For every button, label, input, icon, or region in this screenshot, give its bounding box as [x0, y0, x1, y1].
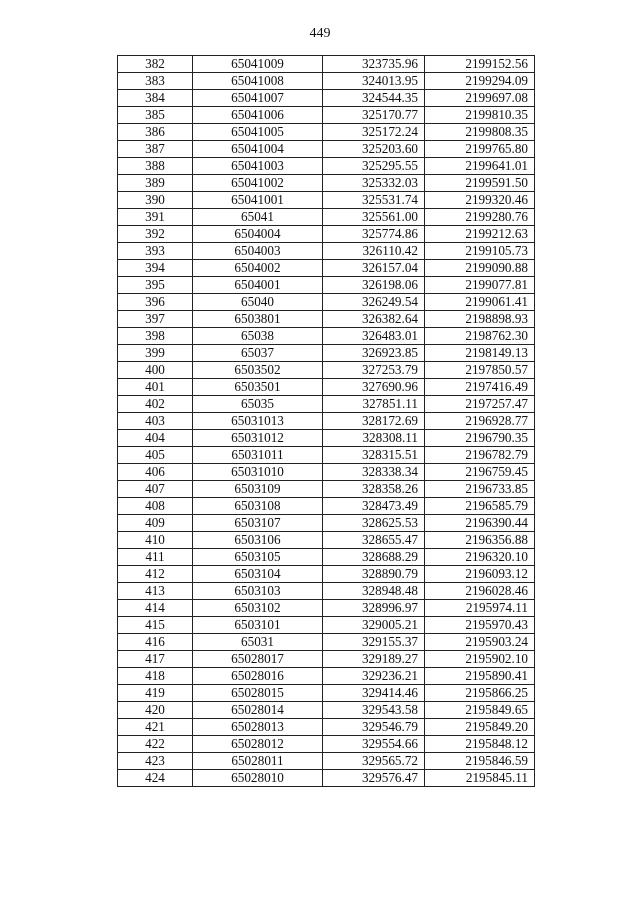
y-coordinate-cell: 2199280.76 — [425, 209, 535, 226]
point-id-cell: 6503107 — [193, 515, 323, 532]
y-coordinate-cell: 2199105.73 — [425, 243, 535, 260]
y-coordinate-cell: 2195845.11 — [425, 770, 535, 787]
table-row — [118, 90, 535, 107]
table-row — [118, 770, 535, 787]
row-number-cell: 382 — [118, 56, 193, 73]
x-coordinate-cell: 326382.64 — [323, 311, 425, 328]
x-coordinate-cell: 328890.79 — [323, 566, 425, 583]
point-id-cell: 6503501 — [193, 379, 323, 396]
x-coordinate-cell: 329005.21 — [323, 617, 425, 634]
row-number-cell: 403 — [118, 413, 193, 430]
y-coordinate-cell: 2195848.12 — [425, 736, 535, 753]
point-id-cell: 65028015 — [193, 685, 323, 702]
y-coordinate-cell: 2199808.35 — [425, 124, 535, 141]
y-coordinate-cell: 2196390.44 — [425, 515, 535, 532]
row-number-cell: 414 — [118, 600, 193, 617]
x-coordinate-cell: 329576.47 — [323, 770, 425, 787]
x-coordinate-cell: 328338.34 — [323, 464, 425, 481]
x-coordinate-cell: 328625.53 — [323, 515, 425, 532]
y-coordinate-cell: 2199320.46 — [425, 192, 535, 209]
y-coordinate-cell: 2195903.24 — [425, 634, 535, 651]
y-coordinate-cell: 2197416.49 — [425, 379, 535, 396]
x-coordinate-cell: 328996.97 — [323, 600, 425, 617]
x-coordinate-cell: 329155.37 — [323, 634, 425, 651]
x-coordinate-cell: 326249.54 — [323, 294, 425, 311]
row-number-cell: 385 — [118, 107, 193, 124]
row-number-cell: 422 — [118, 736, 193, 753]
point-id-cell: 6504003 — [193, 243, 323, 260]
table-row — [118, 753, 535, 770]
table-row — [118, 702, 535, 719]
point-id-cell: 65041003 — [193, 158, 323, 175]
x-coordinate-cell: 325203.60 — [323, 141, 425, 158]
x-coordinate-cell: 328315.51 — [323, 447, 425, 464]
table-row — [118, 56, 535, 73]
x-coordinate-cell: 328172.69 — [323, 413, 425, 430]
row-number-cell: 404 — [118, 430, 193, 447]
y-coordinate-cell: 2197850.57 — [425, 362, 535, 379]
x-coordinate-cell: 328688.29 — [323, 549, 425, 566]
table-row — [118, 345, 535, 362]
x-coordinate-cell: 329236.21 — [323, 668, 425, 685]
table-row — [118, 294, 535, 311]
row-number-cell: 419 — [118, 685, 193, 702]
row-number-cell: 408 — [118, 498, 193, 515]
x-coordinate-cell: 325295.55 — [323, 158, 425, 175]
row-number-cell: 402 — [118, 396, 193, 413]
point-id-cell: 65028010 — [193, 770, 323, 787]
point-id-cell: 65041 — [193, 209, 323, 226]
row-number-cell: 396 — [118, 294, 193, 311]
table-row — [118, 583, 535, 600]
page-number: 449 — [309, 26, 331, 41]
point-id-cell: 6504001 — [193, 277, 323, 294]
y-coordinate-cell: 2196759.45 — [425, 464, 535, 481]
y-coordinate-cell: 2199810.35 — [425, 107, 535, 124]
x-coordinate-cell: 325561.00 — [323, 209, 425, 226]
x-coordinate-cell: 326483.01 — [323, 328, 425, 345]
y-coordinate-cell: 2195890.41 — [425, 668, 535, 685]
row-number-cell: 423 — [118, 753, 193, 770]
y-coordinate-cell: 2195902.10 — [425, 651, 535, 668]
point-id-cell: 6503109 — [193, 481, 323, 498]
y-coordinate-cell: 2196093.12 — [425, 566, 535, 583]
point-id-cell: 65028013 — [193, 719, 323, 736]
table-row — [118, 634, 535, 651]
point-id-cell: 65037 — [193, 345, 323, 362]
point-id-cell: 65041004 — [193, 141, 323, 158]
y-coordinate-cell: 2198898.93 — [425, 311, 535, 328]
row-number-cell: 413 — [118, 583, 193, 600]
row-number-cell: 386 — [118, 124, 193, 141]
table-row — [118, 464, 535, 481]
row-number-cell: 406 — [118, 464, 193, 481]
y-coordinate-cell: 2199697.08 — [425, 90, 535, 107]
y-coordinate-cell: 2195866.25 — [425, 685, 535, 702]
table-row — [118, 413, 535, 430]
point-id-cell: 65028017 — [193, 651, 323, 668]
row-number-cell: 398 — [118, 328, 193, 345]
row-number-cell: 388 — [118, 158, 193, 175]
row-number-cell: 383 — [118, 73, 193, 90]
point-id-cell: 6503105 — [193, 549, 323, 566]
row-number-cell: 407 — [118, 481, 193, 498]
y-coordinate-cell: 2196782.79 — [425, 447, 535, 464]
point-id-cell: 65041006 — [193, 107, 323, 124]
table-row — [118, 175, 535, 192]
table-row — [118, 396, 535, 413]
x-coordinate-cell: 329189.27 — [323, 651, 425, 668]
row-number-cell: 384 — [118, 90, 193, 107]
x-coordinate-cell: 328948.48 — [323, 583, 425, 600]
y-coordinate-cell: 2195849.20 — [425, 719, 535, 736]
x-coordinate-cell: 325531.74 — [323, 192, 425, 209]
point-id-cell: 65028012 — [193, 736, 323, 753]
x-coordinate-cell: 328473.49 — [323, 498, 425, 515]
row-number-cell: 394 — [118, 260, 193, 277]
table-row — [118, 226, 535, 243]
point-id-cell: 65041002 — [193, 175, 323, 192]
table-row — [118, 328, 535, 345]
table-row — [118, 600, 535, 617]
y-coordinate-cell: 2196320.10 — [425, 549, 535, 566]
row-number-cell: 415 — [118, 617, 193, 634]
y-coordinate-cell: 2199765.80 — [425, 141, 535, 158]
y-coordinate-cell: 2196028.46 — [425, 583, 535, 600]
point-id-cell: 6503102 — [193, 600, 323, 617]
y-coordinate-cell: 2199641.01 — [425, 158, 535, 175]
table-row — [118, 498, 535, 515]
x-coordinate-cell: 327253.79 — [323, 362, 425, 379]
table-row — [118, 651, 535, 668]
x-coordinate-cell: 329414.46 — [323, 685, 425, 702]
y-coordinate-cell: 2196790.35 — [425, 430, 535, 447]
table-row — [118, 311, 535, 328]
point-id-cell: 65041005 — [193, 124, 323, 141]
x-coordinate-cell: 329565.72 — [323, 753, 425, 770]
point-id-cell: 6503502 — [193, 362, 323, 379]
point-id-cell: 65031013 — [193, 413, 323, 430]
point-id-cell: 6503104 — [193, 566, 323, 583]
row-number-cell: 389 — [118, 175, 193, 192]
row-number-cell: 421 — [118, 719, 193, 736]
point-id-cell: 65031010 — [193, 464, 323, 481]
point-id-cell: 65041008 — [193, 73, 323, 90]
x-coordinate-cell: 328655.47 — [323, 532, 425, 549]
point-id-cell: 6503106 — [193, 532, 323, 549]
x-coordinate-cell: 325172.24 — [323, 124, 425, 141]
table-row — [118, 277, 535, 294]
table-row — [118, 719, 535, 736]
table-row — [118, 158, 535, 175]
point-id-cell: 6503101 — [193, 617, 323, 634]
x-coordinate-cell: 325170.77 — [323, 107, 425, 124]
table-row — [118, 447, 535, 464]
row-number-cell: 418 — [118, 668, 193, 685]
y-coordinate-cell: 2195849.65 — [425, 702, 535, 719]
table-row — [118, 566, 535, 583]
x-coordinate-cell: 325332.03 — [323, 175, 425, 192]
table-row — [118, 379, 535, 396]
x-coordinate-cell: 326923.85 — [323, 345, 425, 362]
point-id-cell: 65041001 — [193, 192, 323, 209]
table-row — [118, 617, 535, 634]
point-id-cell: 65031011 — [193, 447, 323, 464]
point-id-cell: 65031 — [193, 634, 323, 651]
table-row — [118, 668, 535, 685]
point-id-cell: 6504002 — [193, 260, 323, 277]
point-id-cell: 65041009 — [193, 56, 323, 73]
y-coordinate-cell: 2198149.13 — [425, 345, 535, 362]
x-coordinate-cell: 329543.58 — [323, 702, 425, 719]
y-coordinate-cell: 2199061.41 — [425, 294, 535, 311]
table-row — [118, 124, 535, 141]
table-row — [118, 192, 535, 209]
table-row — [118, 362, 535, 379]
row-number-cell: 391 — [118, 209, 193, 226]
table-row — [118, 73, 535, 90]
x-coordinate-cell: 328358.26 — [323, 481, 425, 498]
y-coordinate-cell: 2195970.43 — [425, 617, 535, 634]
y-coordinate-cell: 2199077.81 — [425, 277, 535, 294]
table-row — [118, 260, 535, 277]
x-coordinate-cell: 327690.96 — [323, 379, 425, 396]
row-number-cell: 424 — [118, 770, 193, 787]
row-number-cell: 412 — [118, 566, 193, 583]
y-coordinate-cell: 2196585.79 — [425, 498, 535, 515]
table-row — [118, 515, 535, 532]
y-coordinate-cell: 2199591.50 — [425, 175, 535, 192]
table-row — [118, 736, 535, 753]
point-id-cell: 65028011 — [193, 753, 323, 770]
table-row — [118, 685, 535, 702]
x-coordinate-cell: 329554.66 — [323, 736, 425, 753]
row-number-cell: 401 — [118, 379, 193, 396]
y-coordinate-cell: 2199090.88 — [425, 260, 535, 277]
row-number-cell: 393 — [118, 243, 193, 260]
y-coordinate-cell: 2199294.09 — [425, 73, 535, 90]
table-row — [118, 141, 535, 158]
x-coordinate-cell: 324544.35 — [323, 90, 425, 107]
point-id-cell: 6503103 — [193, 583, 323, 600]
point-id-cell: 65035 — [193, 396, 323, 413]
row-number-cell: 399 — [118, 345, 193, 362]
y-coordinate-cell: 2196928.77 — [425, 413, 535, 430]
y-coordinate-cell: 2197257.47 — [425, 396, 535, 413]
x-coordinate-cell: 327851.11 — [323, 396, 425, 413]
row-number-cell: 417 — [118, 651, 193, 668]
row-number-cell: 397 — [118, 311, 193, 328]
point-id-cell: 6504004 — [193, 226, 323, 243]
table-row — [118, 107, 535, 124]
table-row — [118, 532, 535, 549]
x-coordinate-cell: 326110.42 — [323, 243, 425, 260]
y-coordinate-cell: 2198762.30 — [425, 328, 535, 345]
row-number-cell: 387 — [118, 141, 193, 158]
row-number-cell: 395 — [118, 277, 193, 294]
row-number-cell: 410 — [118, 532, 193, 549]
row-number-cell: 400 — [118, 362, 193, 379]
coordinates-table — [117, 55, 535, 787]
table-row — [118, 243, 535, 260]
point-id-cell: 6503108 — [193, 498, 323, 515]
row-number-cell: 405 — [118, 447, 193, 464]
point-id-cell: 65040 — [193, 294, 323, 311]
point-id-cell: 65031012 — [193, 430, 323, 447]
row-number-cell: 416 — [118, 634, 193, 651]
table-row — [118, 481, 535, 498]
row-number-cell: 409 — [118, 515, 193, 532]
point-id-cell: 65038 — [193, 328, 323, 345]
row-number-cell: 392 — [118, 226, 193, 243]
row-number-cell: 420 — [118, 702, 193, 719]
y-coordinate-cell: 2199212.63 — [425, 226, 535, 243]
x-coordinate-cell: 324013.95 — [323, 73, 425, 90]
point-id-cell: 6503801 — [193, 311, 323, 328]
table-row — [118, 430, 535, 447]
point-id-cell: 65028016 — [193, 668, 323, 685]
x-coordinate-cell: 329546.79 — [323, 719, 425, 736]
y-coordinate-cell: 2196733.85 — [425, 481, 535, 498]
point-id-cell: 65041007 — [193, 90, 323, 107]
y-coordinate-cell: 2199152.56 — [425, 56, 535, 73]
x-coordinate-cell: 325774.86 — [323, 226, 425, 243]
x-coordinate-cell: 323735.96 — [323, 56, 425, 73]
x-coordinate-cell: 328308.11 — [323, 430, 425, 447]
x-coordinate-cell: 326198.06 — [323, 277, 425, 294]
table-row — [118, 209, 535, 226]
row-number-cell: 390 — [118, 192, 193, 209]
x-coordinate-cell: 326157.04 — [323, 260, 425, 277]
y-coordinate-cell: 2195846.59 — [425, 753, 535, 770]
row-number-cell: 411 — [118, 549, 193, 566]
y-coordinate-cell: 2195974.11 — [425, 600, 535, 617]
y-coordinate-cell: 2196356.88 — [425, 532, 535, 549]
table-row — [118, 549, 535, 566]
table-body — [118, 56, 535, 787]
point-id-cell: 65028014 — [193, 702, 323, 719]
